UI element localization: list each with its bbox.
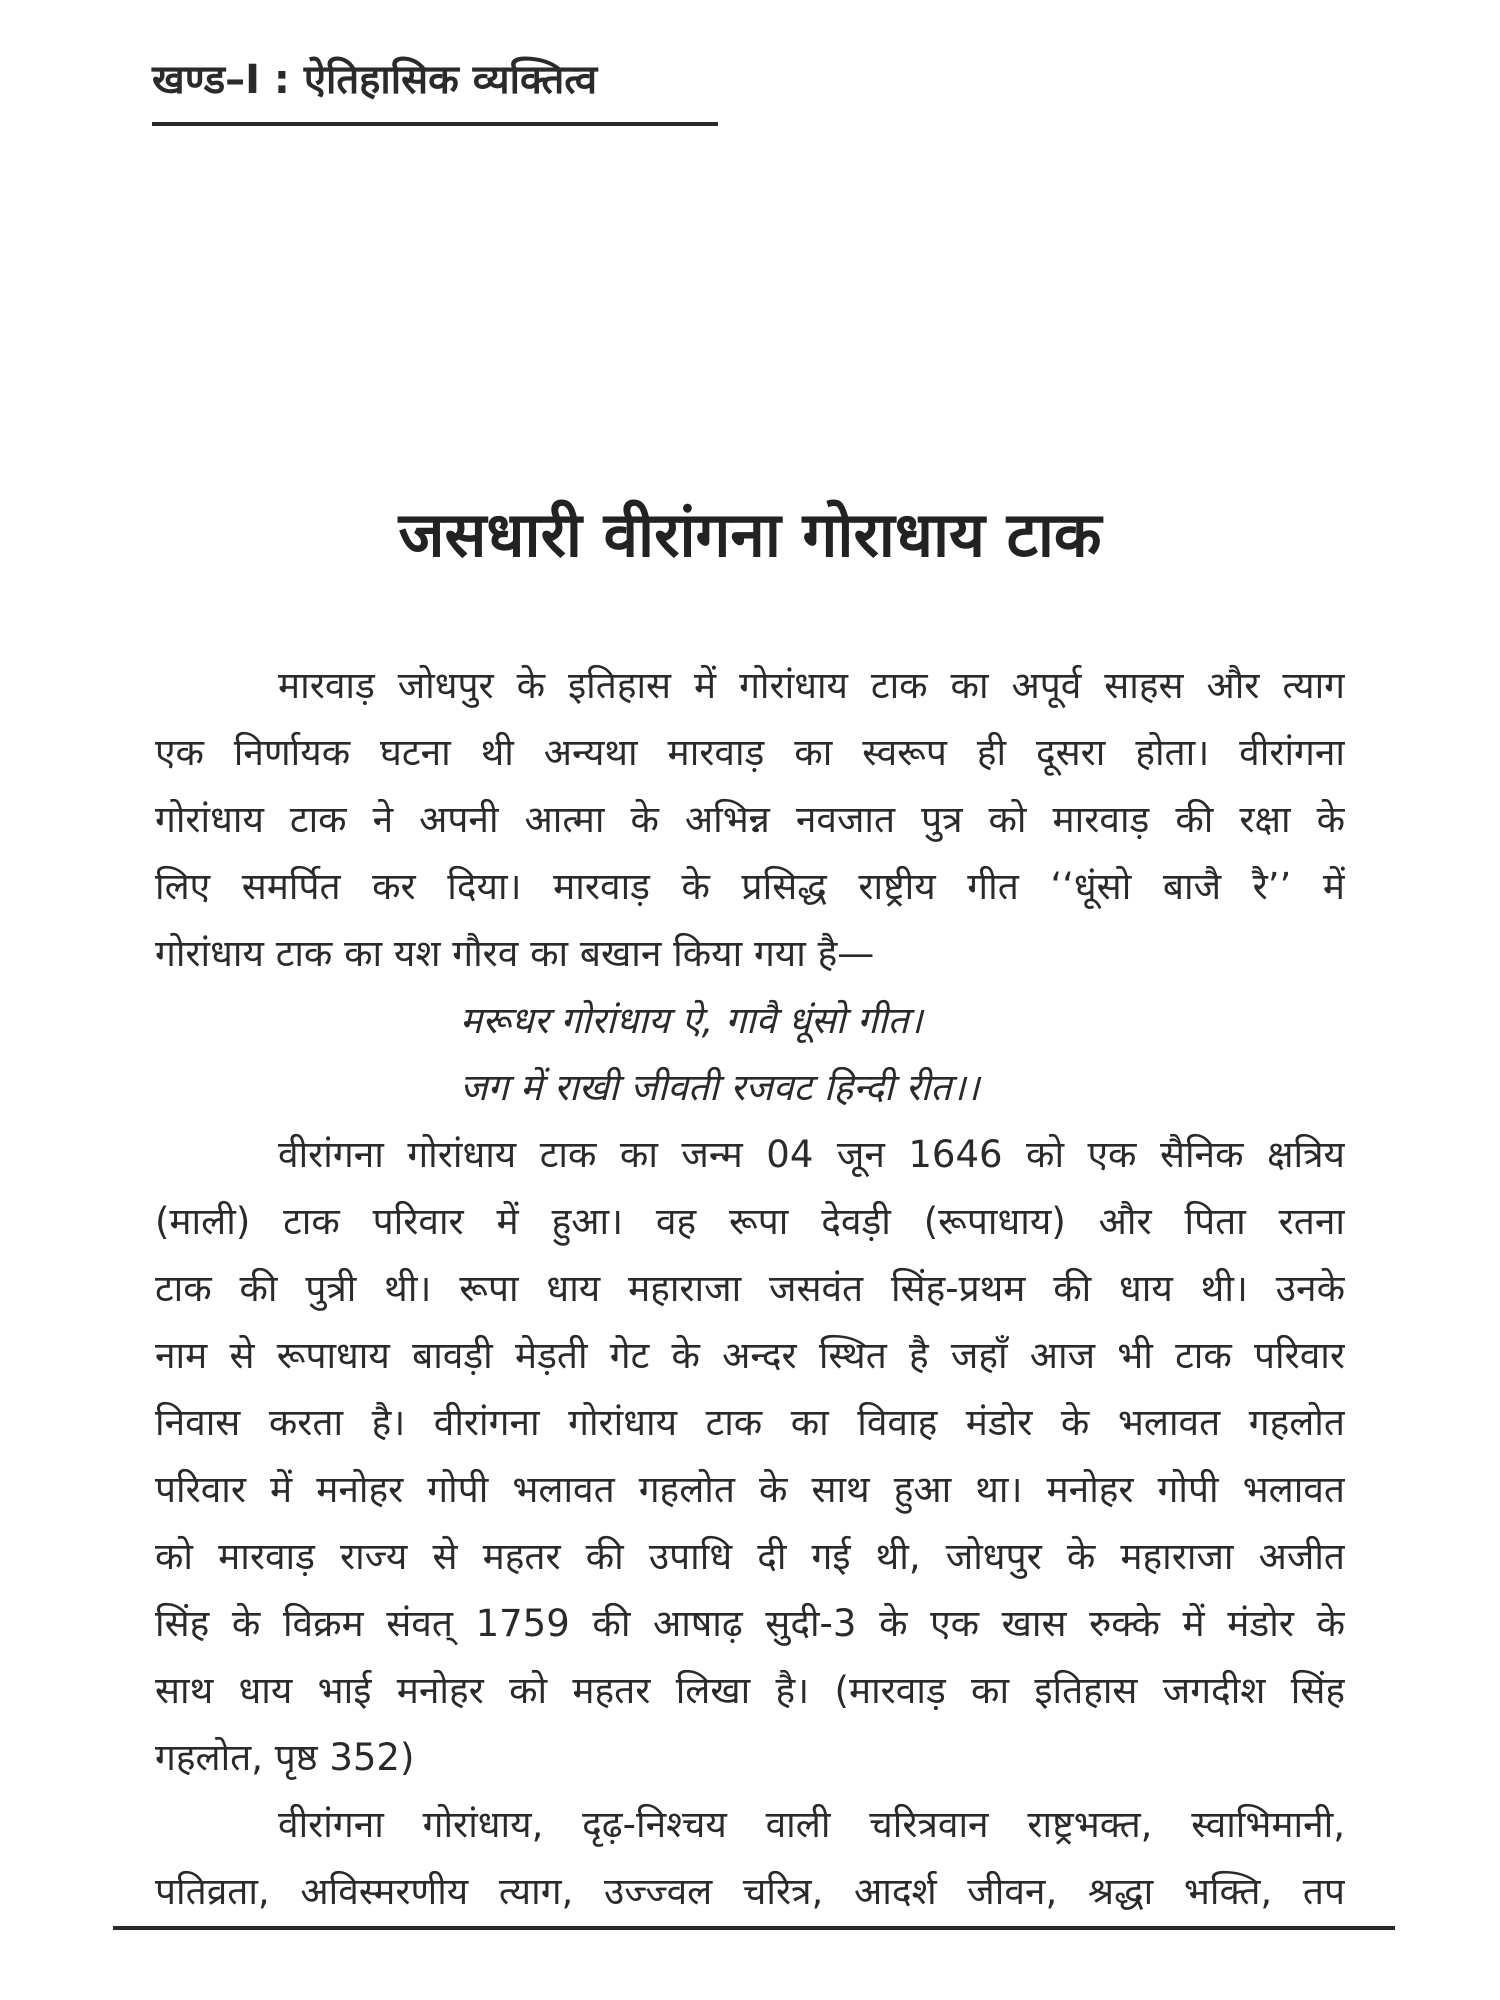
chapter-title: जसधारी वीरांगना गोराधाय टाक — [398, 498, 1102, 571]
verse-line: मरूधर गोरांधाय ऐ, गावै धूंसो गीत। — [460, 999, 923, 1042]
text-line: मारवाड़ जोधपुर के इतिहास में गोरांधाय टाक का अपूर्व साहस और त्याग — [278, 664, 1345, 707]
text-line: (माली) टाक परिवार में हुआ। वह रूपा देवड़ी (रूपाधाय) और पिता रतना — [155, 1200, 1345, 1243]
text-line: वीरांगना गोरांधाय, दृढ़-निश्चय वाली चरित्रवान राष्ट्रभक्त, स्वाभिमानी, — [278, 1803, 1345, 1846]
text-line: को मारवाड़ राज्य से महतर की उपाधि दी गई थी, जोधपुर के महाराजा अजीत — [155, 1535, 1345, 1578]
text-line: निवास करता है। वीरांगना गोरांधाय टाक का विवाह मंडोर के भलावत गहलोत — [155, 1401, 1345, 1444]
header-underline — [152, 122, 718, 126]
text-line: गहलोत, पृष्ठ 352) — [155, 1736, 415, 1779]
text-line: लिए समर्पित कर दिया। मारवाड़ के प्रसिद्ध राष्ट्रीय गीत ‘‘धूंसो बाजै रै’’ में — [155, 865, 1345, 908]
text-line: साथ धाय भाई मनोहर को महतर लिखा है। (मारवाड़ का इतिहास जगदीश सिंह — [155, 1669, 1345, 1712]
text-line: टाक की पुत्री थी। रूपा धाय महाराजा जसवंत सिंह-प्रथम की धाय थी। उनके — [155, 1267, 1345, 1310]
section-header: खण्ड–I : ऐतिहासिक व्यक्तित्व — [152, 57, 598, 103]
text-line: एक निर्णायक घटना थी अन्यथा मारवाड़ का स्वरूप ही दूसरा होता। वीरांगना — [155, 731, 1345, 774]
body-text — [155, 652, 1345, 1925]
text-line: वीरांगना गोरांधाय टाक का जन्म 04 जून 1646 को एक सैनिक क्षत्रिय — [278, 1133, 1345, 1176]
text-line: गोरांधाय टाक ने अपनी आत्मा के अभिन्न नवजात पुत्र को मारवाड़ की रक्षा के — [155, 798, 1345, 841]
text-line: नाम से रूपाधाय बावड़ी मेड़ती गेट के अन्दर स्थित है जहाँ आज भी टाक परिवार — [155, 1334, 1345, 1377]
text-line: गोरांधाय टाक का यश गौरव का बखान किया गया है— — [155, 932, 875, 975]
verse-line: जग में राखी जीवती रजवट हिन्दी रीत।। — [460, 1066, 980, 1109]
footer-rule — [113, 1926, 1395, 1930]
text-line: पतिव्रता, अविस्मरणीय त्याग, उज्ज्वल चरित्र, आदर्श जीवन, श्रद्धा भक्ति, तप — [155, 1870, 1345, 1913]
text-line: सिंह के विक्रम संवत् 1759 की आषाढ़ सुदी-3 के एक खास रुक्के में मंडोर के — [155, 1602, 1345, 1645]
text-line: परिवार में मनोहर गोपी भलावत गहलोत के साथ हुआ था। मनोहर गोपी भलावत — [155, 1468, 1345, 1511]
